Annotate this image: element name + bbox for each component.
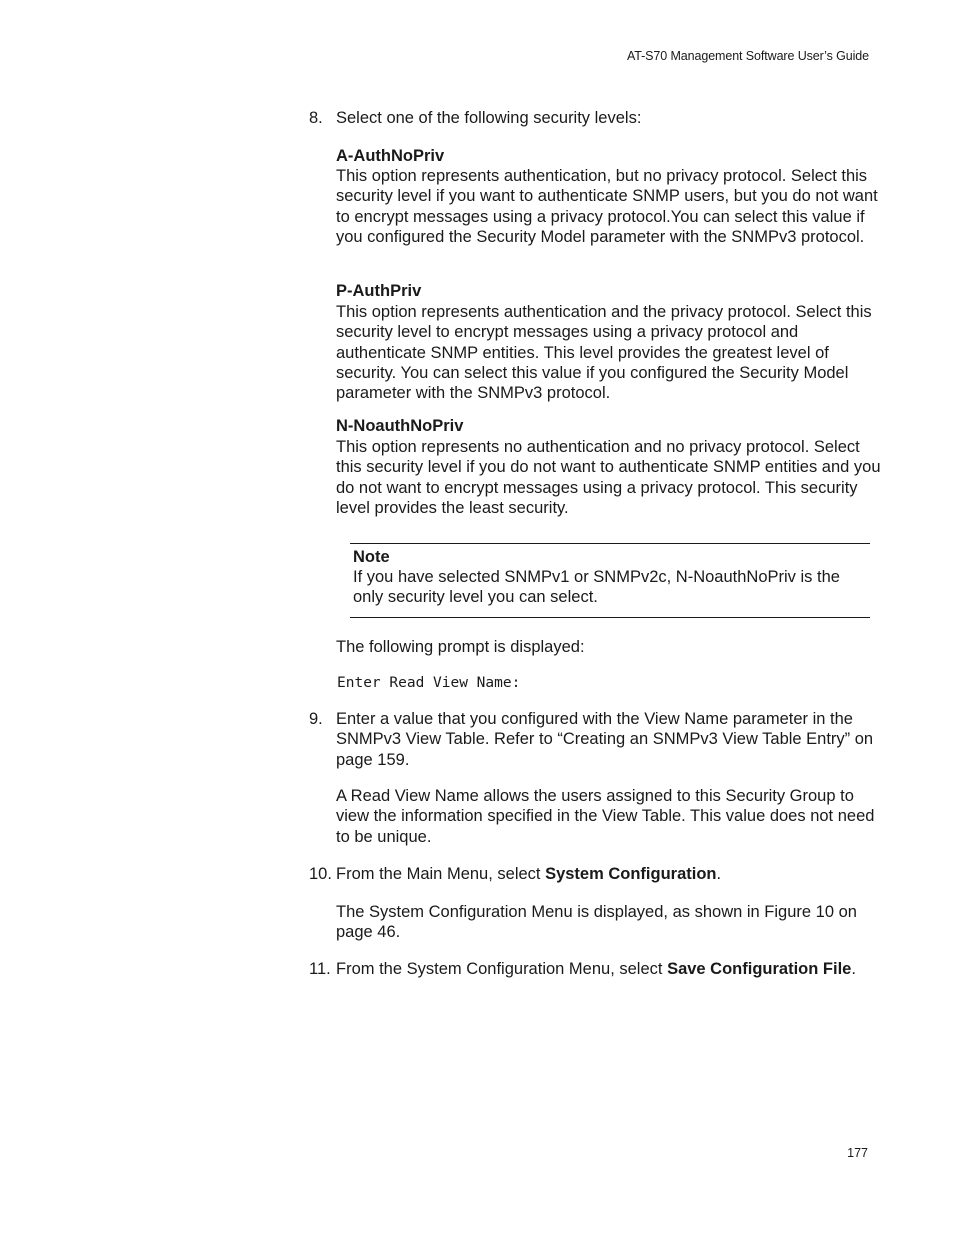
option-description-authpriv: This option represents authentication and the privacy protocol. Select this security level to encrypt messages using a privacy protocol and authenticate SNMP entities. This level provides the greatest level of security. You can select this value if you configured the Security Model parameter with the SNMPv3 protocol. — [336, 303, 872, 403]
step-text — [336, 864, 881, 884]
step-text-part: From the Main Menu, select — [336, 865, 546, 883]
note-title: Note — [353, 548, 390, 566]
menu-option-system-configuration: System Configuration — [545, 865, 717, 883]
running-header: AT-S70 Management Software User’s Guide — [626, 49, 869, 63]
step-text: Enter a value that you configured with the View Name parameter in the SNMPv3 View Table. Refer to “Creating an SNMPv3 View Table Entry” on page 159. — [336, 710, 874, 769]
note-box — [350, 543, 870, 618]
step-number: 9. — [309, 710, 323, 728]
menu-option-save-configuration-file: Save Configuration File — [667, 960, 852, 978]
option-description-noauthnopriv: This option represents no authentication and no privacy protocol. Select this security level if you do not want to authenticate SNMP entities and you do not want to encrypt messages using a privacy protocol. This security level provides the least security. — [336, 438, 881, 517]
page-number: 177 — [847, 1146, 868, 1160]
step-number: 10. — [309, 865, 332, 883]
step-number: 11. — [309, 960, 331, 978]
prompt-intro: The following prompt is displayed: — [336, 638, 585, 656]
step-text — [336, 959, 856, 979]
step-text: Select one of the following security levels: — [336, 109, 642, 127]
sys-config-explanation: The System Configuration Menu is displayed, as shown in Figure 10 on page 46. — [336, 903, 857, 942]
option-title-authnopriv: A-AuthNoPriv — [336, 147, 445, 165]
read-view-explanation: A Read View Name allows the users assigned to this Security Group to view the information specified in the View Table. This value does not need to be unique. — [336, 787, 875, 846]
prompt-code: Enter Read View Name: — [337, 675, 521, 691]
step-text-part: From the System Configuration Menu, select — [336, 960, 668, 978]
step-text-part: . — [851, 960, 856, 978]
option-title-noauthnopriv: N-NoauthNoPriv — [336, 417, 464, 435]
note-body: If you have selected SNMPv1 or SNMPv2c, N-NoauthNoPriv is the only security level you can select. — [353, 568, 840, 607]
step-number: 8. — [309, 109, 323, 127]
option-description-authnopriv: This option represents authentication, but no privacy protocol. Select this security level if you want to authenticate SNMP users, but you do not want to encrypt messages using a privacy protocol.You can select this value if you configured the Security Model parameter with the SNMPv3 protocol. — [336, 167, 878, 246]
option-title-authpriv: P-AuthPriv — [336, 282, 422, 300]
step-text-part: . — [716, 865, 722, 883]
